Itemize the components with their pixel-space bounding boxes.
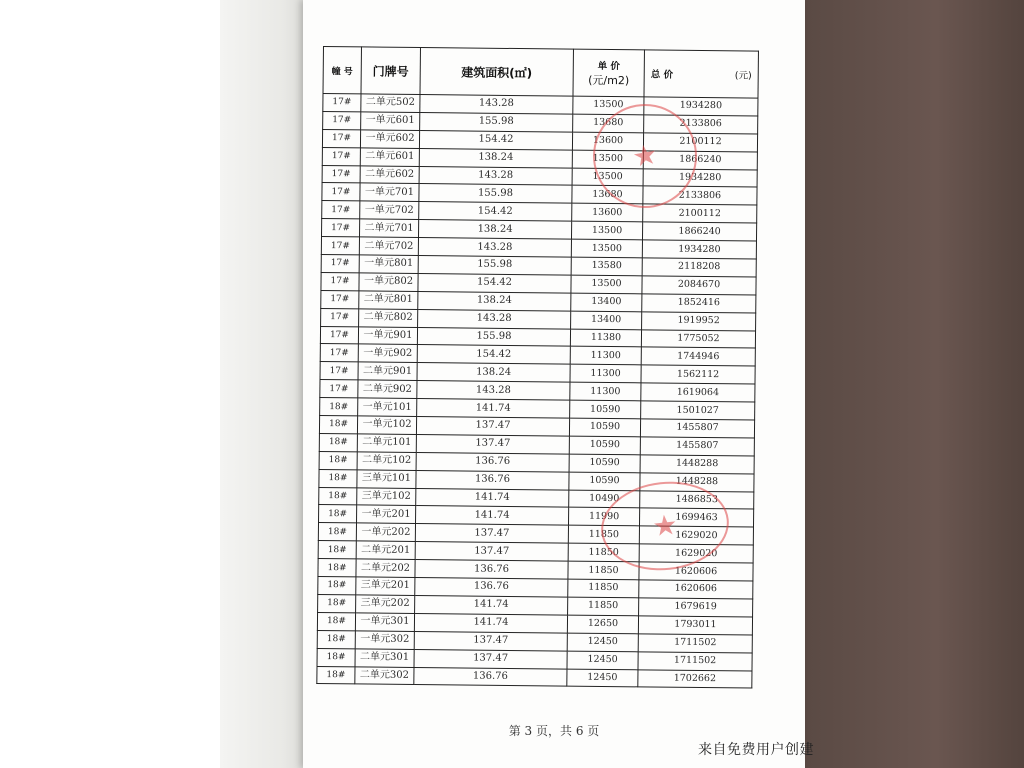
cell-area: 154.42 — [419, 202, 572, 221]
cell-unit-price: 13600 — [572, 203, 643, 222]
cell-total-price: 1934280 — [642, 240, 756, 259]
underlying-page-edge — [220, 0, 310, 768]
cell-area: 143.28 — [417, 381, 570, 400]
cell-total-price: 1619064 — [641, 383, 755, 402]
header-door-no: 门牌号 — [361, 47, 420, 95]
cell-total-price: 2133806 — [644, 115, 758, 134]
cell-area: 138.24 — [419, 148, 572, 167]
stamp-star-icon: ★ — [650, 507, 680, 544]
cell-door-no: 二单元902 — [358, 380, 417, 399]
cell-unit-price: 11300 — [570, 382, 641, 401]
cell-door-no: 一单元702 — [360, 201, 419, 220]
price-table-wrapper — [316, 46, 753, 689]
cell-door-no: 二单元702 — [359, 237, 418, 256]
cell-area: 154.42 — [417, 345, 570, 364]
cell-area: 137.47 — [414, 631, 567, 650]
cell-area: 155.98 — [420, 112, 573, 131]
cell-unit-price: 10590 — [570, 400, 641, 419]
cell-area: 138.24 — [417, 363, 570, 382]
cell-total-price: 1620606 — [639, 580, 753, 599]
cell-total-price: 1711502 — [638, 651, 752, 670]
cell-door-no: 二单元201 — [356, 541, 415, 560]
cell-unit-price: 13500 — [571, 275, 642, 294]
cell-total-price: 1702662 — [638, 669, 752, 688]
cell-door-no: 二单元601 — [360, 148, 419, 167]
cell-unit-price: 13400 — [571, 293, 642, 312]
cell-total-price: 1866240 — [642, 222, 756, 241]
table-row — [317, 666, 752, 688]
cell-door-no: 一单元601 — [361, 112, 420, 131]
header-unit-price-label: 单 价 — [597, 60, 621, 73]
stamp-star-icon: ★ — [629, 137, 661, 174]
cell-building: 18# — [317, 630, 355, 648]
cell-total-price: 1934280 — [643, 168, 757, 187]
cell-unit-price: 11850 — [568, 561, 639, 580]
cell-building: 17# — [323, 111, 361, 129]
cell-door-no: 一单元701 — [360, 183, 419, 202]
cell-area: 154.42 — [418, 273, 571, 292]
cell-door-no: 二单元901 — [358, 362, 417, 381]
cell-unit-price: 11850 — [568, 579, 639, 598]
cell-building: 17# — [321, 237, 359, 255]
cell-door-no: 三单元101 — [357, 470, 416, 489]
cell-door-no: 一单元901 — [358, 326, 417, 345]
cell-area: 141.74 — [416, 506, 569, 525]
cell-area: 141.74 — [417, 399, 570, 418]
cell-total-price: 2084670 — [642, 276, 756, 295]
cell-door-no: 一单元802 — [359, 273, 418, 292]
cell-unit-price: 11990 — [568, 508, 639, 527]
cell-area: 141.74 — [414, 613, 567, 632]
cell-door-no: 一单元202 — [356, 523, 415, 542]
cell-total-price: 1934280 — [644, 97, 758, 116]
cell-total-price: 1455807 — [640, 437, 754, 456]
cell-building: 18# — [319, 505, 357, 523]
cell-total-price: 1699463 — [639, 508, 753, 527]
cell-total-price: 1679619 — [639, 598, 753, 617]
header-total-price-unit: (元) — [734, 70, 752, 82]
cell-unit-price: 11850 — [568, 525, 639, 544]
cell-total-price: 1852416 — [642, 294, 756, 313]
cell-door-no: 二单元701 — [360, 219, 419, 238]
cell-unit-price: 13500 — [571, 221, 642, 240]
cell-building: 17# — [322, 129, 360, 147]
cell-building: 17# — [322, 165, 360, 183]
cell-total-price: 2118208 — [642, 258, 756, 277]
cell-unit-price: 11850 — [568, 543, 639, 562]
document-page — [303, 0, 805, 768]
cell-unit-price: 13500 — [572, 150, 643, 169]
cell-building: 18# — [319, 469, 357, 487]
cell-area: 137.47 — [416, 417, 569, 436]
cell-area: 138.24 — [418, 291, 571, 310]
cell-area: 154.42 — [419, 130, 572, 149]
cell-total-price: 2133806 — [643, 186, 757, 205]
header-total-price-label: 总 价 — [650, 69, 674, 81]
cell-door-no: 一单元602 — [360, 130, 419, 149]
cell-door-no: 二单元802 — [359, 309, 418, 328]
cell-door-no: 一单元902 — [358, 344, 417, 363]
cell-building: 18# — [318, 523, 356, 541]
cell-building: 18# — [318, 577, 356, 595]
cell-door-no: 二单元301 — [355, 648, 414, 667]
cell-door-no: 一单元301 — [355, 613, 414, 632]
cell-unit-price: 10590 — [569, 454, 640, 473]
cell-building: 17# — [320, 362, 358, 380]
cell-total-price: 1919952 — [642, 312, 756, 331]
cell-area: 138.24 — [418, 220, 571, 239]
cell-unit-price: 13600 — [572, 132, 643, 151]
header-building: 幢 号 — [323, 47, 361, 94]
cell-total-price: 1501027 — [641, 401, 755, 420]
cell-door-no: 二单元202 — [356, 559, 415, 578]
cell-unit-price: 13500 — [573, 96, 644, 115]
cell-building: 18# — [318, 559, 356, 577]
cell-area: 136.76 — [416, 470, 569, 489]
cell-area: 136.76 — [415, 560, 568, 579]
cell-door-no: 三单元202 — [356, 595, 415, 614]
cell-unit-price: 13680 — [573, 114, 644, 133]
cell-unit-price: 13580 — [571, 257, 642, 276]
cell-building: 17# — [320, 326, 358, 344]
cell-building: 18# — [319, 433, 357, 451]
cell-building: 17# — [321, 308, 359, 326]
cell-unit-price: 10490 — [569, 490, 640, 509]
cell-unit-price: 10590 — [569, 436, 640, 455]
cell-total-price: 1629020 — [639, 526, 753, 545]
cell-door-no: 二单元502 — [361, 94, 420, 113]
cell-area: 137.47 — [416, 434, 569, 453]
cell-building: 17# — [321, 290, 359, 308]
cell-building: 17# — [323, 94, 361, 112]
cell-area: 143.28 — [419, 166, 572, 185]
cell-total-price: 1620606 — [639, 562, 753, 581]
cell-unit-price: 12450 — [567, 633, 638, 652]
cell-total-price: 1448288 — [640, 455, 754, 474]
cell-area: 137.47 — [414, 649, 567, 668]
header-unit-price-unit: (元/m2) — [588, 73, 630, 88]
cell-unit-price: 13680 — [572, 186, 643, 205]
cell-unit-price: 13500 — [572, 168, 643, 187]
cell-door-no: 一单元201 — [357, 505, 416, 524]
cell-unit-price: 12650 — [567, 615, 638, 634]
cell-area: 137.47 — [415, 542, 568, 561]
cell-door-no: 二单元302 — [355, 666, 414, 685]
cell-door-no: 三单元102 — [357, 487, 416, 506]
cell-total-price: 1866240 — [643, 151, 757, 170]
cell-building: 17# — [321, 272, 359, 290]
cell-door-no: 一单元302 — [355, 631, 414, 650]
cell-door-no: 二单元602 — [360, 165, 419, 184]
cell-building: 17# — [321, 255, 359, 273]
cell-unit-price: 13500 — [571, 239, 642, 258]
cell-building: 18# — [318, 594, 356, 612]
background-left — [0, 0, 220, 768]
cell-total-price: 1744946 — [641, 347, 755, 366]
cell-building: 17# — [322, 183, 360, 201]
cell-total-price: 2100112 — [643, 133, 757, 152]
cell-building: 18# — [317, 648, 355, 666]
cell-unit-price: 13400 — [571, 311, 642, 330]
cell-building: 18# — [317, 612, 355, 630]
cell-area: 136.76 — [415, 578, 568, 597]
cell-building: 17# — [320, 344, 358, 362]
cell-door-no: 一单元102 — [357, 416, 416, 435]
price-table — [316, 46, 759, 689]
cell-area: 143.28 — [418, 238, 571, 257]
cell-unit-price: 11850 — [568, 597, 639, 616]
cell-door-no: 一单元101 — [358, 398, 417, 417]
cell-area: 143.28 — [420, 95, 573, 114]
cell-unit-price: 11300 — [570, 364, 641, 383]
cell-building: 17# — [322, 147, 360, 165]
cell-area: 155.98 — [417, 327, 570, 346]
cell-area: 136.76 — [414, 667, 567, 686]
cell-total-price: 1711502 — [638, 634, 752, 653]
cell-building: 17# — [322, 219, 360, 237]
cell-unit-price: 10590 — [569, 472, 640, 491]
header-area: 建筑面积(㎡) — [420, 48, 573, 97]
cell-area: 155.98 — [419, 184, 572, 203]
cell-area: 137.47 — [415, 524, 568, 543]
cell-total-price: 2100112 — [643, 204, 757, 223]
cell-total-price: 1486853 — [640, 490, 754, 509]
page-footer: 第 3 页，共 6 页 — [508, 724, 600, 738]
cell-total-price: 1562112 — [641, 365, 755, 384]
cell-unit-price: 10590 — [569, 418, 640, 437]
cell-total-price: 1455807 — [640, 419, 754, 438]
background-right — [805, 0, 1024, 768]
cell-building: 18# — [317, 666, 355, 684]
cell-area: 136.76 — [416, 452, 569, 471]
cell-building: 18# — [319, 487, 357, 505]
cell-building: 17# — [320, 380, 358, 398]
cell-unit-price: 11300 — [570, 347, 641, 366]
table-body — [317, 94, 758, 689]
cell-door-no: 三单元201 — [356, 577, 415, 596]
cell-door-no: 一单元801 — [359, 255, 418, 274]
header-unit-price — [573, 49, 644, 97]
cell-total-price: 1793011 — [638, 616, 752, 635]
cell-unit-price: 12450 — [567, 651, 638, 670]
table-header-row — [323, 47, 758, 99]
cell-building: 17# — [322, 201, 360, 219]
cell-unit-price: 11380 — [570, 329, 641, 348]
cell-area: 143.28 — [418, 309, 571, 328]
header-total-price — [644, 50, 758, 98]
cell-total-price: 1629020 — [639, 544, 753, 563]
cell-door-no: 二单元101 — [357, 434, 416, 453]
cell-building: 18# — [318, 541, 356, 559]
cell-unit-price: 12450 — [567, 669, 638, 688]
cell-building: 18# — [319, 416, 357, 434]
cell-door-no: 二单元801 — [359, 291, 418, 310]
cell-area: 155.98 — [418, 256, 571, 275]
cell-total-price: 1775052 — [641, 329, 755, 348]
watermark-text: 来自免费用户创建 — [698, 742, 814, 758]
cell-building: 18# — [319, 451, 357, 469]
cell-building: 18# — [320, 398, 358, 416]
cell-door-no: 二单元102 — [357, 452, 416, 471]
cell-area: 141.74 — [415, 595, 568, 614]
cell-total-price: 1448288 — [640, 473, 754, 492]
cell-area: 141.74 — [416, 488, 569, 507]
